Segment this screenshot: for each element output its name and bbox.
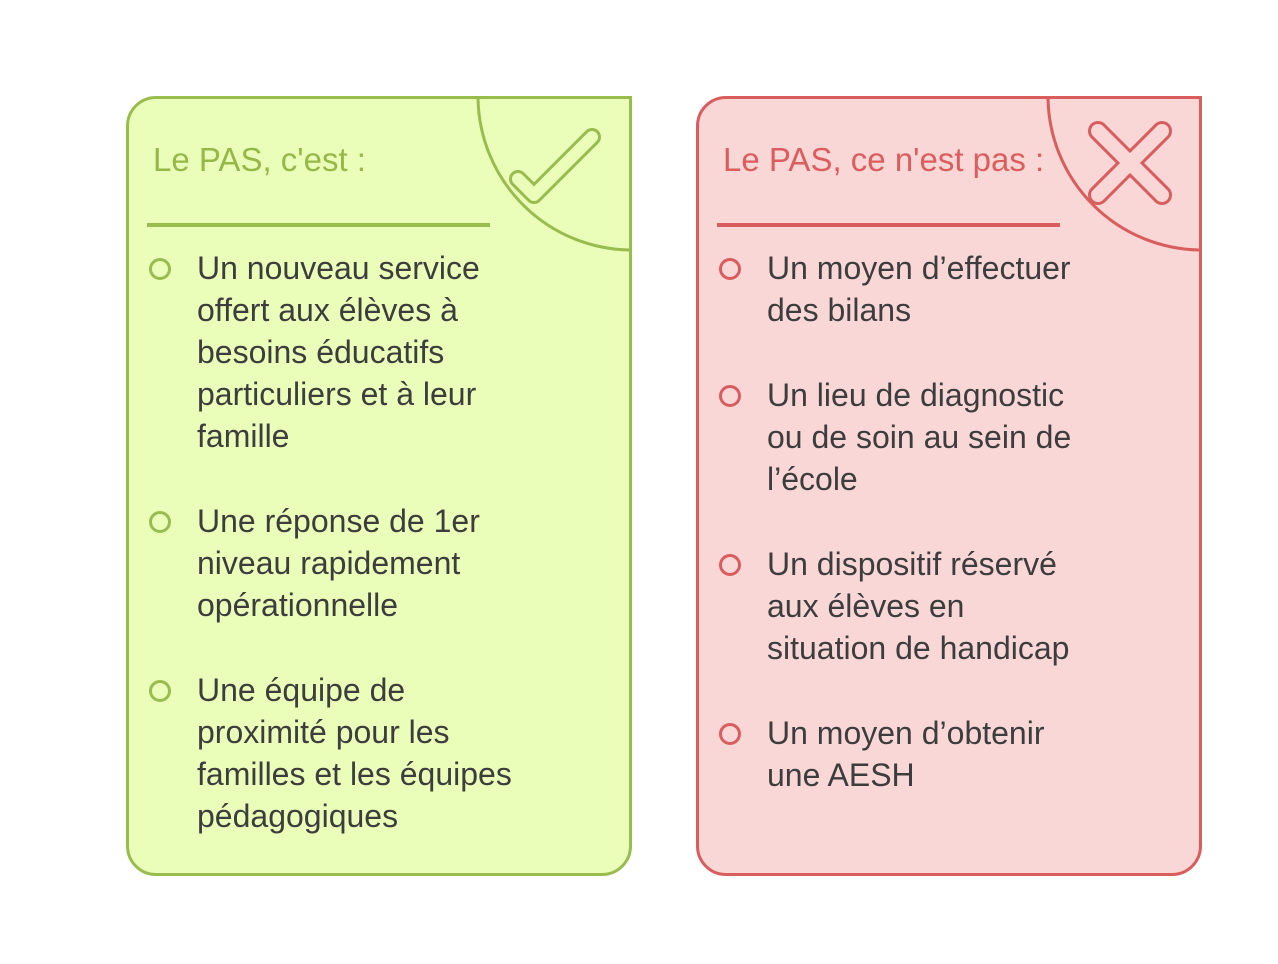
list-item: Une réponse de 1er niveau rapidement opérationnelle — [147, 500, 512, 626]
circle-bullet-icon — [719, 258, 741, 280]
list-item: Un lieu de diagnostic ou de soin au sein de l’école — [717, 374, 1071, 500]
circle-bullet-icon — [149, 511, 171, 533]
circle-bullet-icon — [719, 723, 741, 745]
card-le-pas-ce-nest-pas — [696, 96, 1202, 876]
circle-bullet-icon — [719, 385, 741, 407]
item-list — [717, 247, 1071, 839]
corner-decoration — [472, 96, 632, 256]
cross-icon — [1098, 131, 1162, 195]
list-item: Un moyen d’obtenir une AESH — [717, 712, 1071, 796]
card-le-pas-cest — [126, 96, 632, 876]
item-list — [147, 247, 512, 876]
check-icon — [518, 137, 592, 195]
circle-bullet-icon — [149, 680, 171, 702]
title-divider — [717, 223, 1060, 227]
list-item: Un nouveau service offert aux élèves à besoins éducatifs particuliers et à leur famille — [147, 247, 512, 457]
corner-decoration — [1042, 96, 1202, 256]
card-title: Le PAS, ce n'est pas : — [723, 141, 1045, 178]
circle-bullet-icon — [149, 258, 171, 280]
list-item: Une équipe de proximité pour les familles et les équipes pédagogiques — [147, 669, 512, 837]
card-title: Le PAS, c'est : — [153, 141, 366, 178]
circle-bullet-icon — [719, 554, 741, 576]
title-divider — [147, 223, 490, 227]
list-item: Un moyen d’effectuer des bilans — [717, 247, 1071, 331]
list-item: Un dispositif réservé aux élèves en situation de handicap — [717, 543, 1071, 669]
